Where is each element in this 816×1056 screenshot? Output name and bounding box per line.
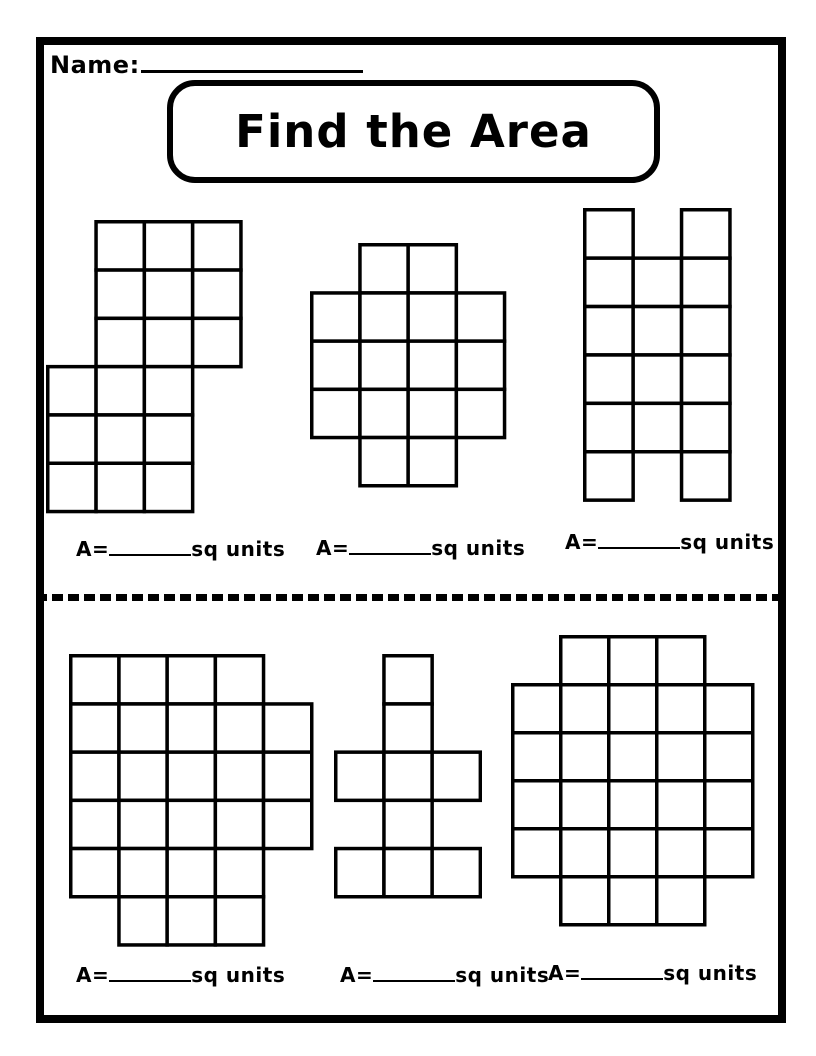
- unit-square: [96, 464, 144, 512]
- unit-square: [609, 733, 657, 781]
- answer-prefix: A=: [76, 963, 110, 987]
- unit-square: [657, 877, 705, 925]
- unit-square: [682, 210, 730, 258]
- answer-blank[interactable]: [598, 532, 680, 549]
- unit-square: [682, 355, 730, 403]
- unit-square: [513, 685, 561, 733]
- unit-square: [145, 270, 193, 318]
- unit-square: [609, 637, 657, 685]
- unit-square: [167, 897, 215, 945]
- unit-square: [585, 355, 633, 403]
- answer-blank[interactable]: [349, 538, 431, 555]
- answer-prefix: A=: [548, 961, 582, 985]
- answer-prefix: A=: [316, 536, 350, 560]
- unit-square: [657, 733, 705, 781]
- unit-square: [167, 801, 215, 849]
- unit-square: [48, 415, 96, 463]
- unit-square: [457, 390, 505, 438]
- answer-label-3: [565, 530, 774, 554]
- answer-label-5: [340, 963, 549, 987]
- unit-square: [360, 438, 408, 486]
- unit-square: [71, 752, 119, 800]
- unit-square: [119, 656, 167, 704]
- answer-blank[interactable]: [109, 965, 191, 982]
- unit-square: [633, 258, 681, 306]
- unit-square: [360, 293, 408, 341]
- unit-square: [457, 341, 505, 389]
- unit-square: [408, 390, 456, 438]
- unit-square: [609, 829, 657, 877]
- unit-square: [585, 307, 633, 355]
- answer-blank[interactable]: [581, 963, 663, 980]
- answer-prefix: A=: [76, 537, 110, 561]
- unit-square: [561, 781, 609, 829]
- unit-square: [119, 897, 167, 945]
- unit-square: [312, 293, 360, 341]
- grid-shape-2: [310, 243, 506, 492]
- unit-square: [145, 222, 193, 270]
- unit-square: [167, 704, 215, 752]
- answer-blank[interactable]: [373, 965, 455, 982]
- grid-shape-6: [511, 635, 755, 931]
- unit-square: [513, 733, 561, 781]
- unit-square: [216, 752, 264, 800]
- answer-suffix: sq units: [191, 537, 286, 561]
- unit-square: [561, 877, 609, 925]
- name-blank-line[interactable]: [141, 50, 363, 73]
- unit-square: [682, 307, 730, 355]
- unit-square: [167, 752, 215, 800]
- unit-square: [360, 390, 408, 438]
- unit-square: [336, 849, 384, 897]
- unit-square: [585, 210, 633, 258]
- dashed-divider: [36, 594, 786, 601]
- grid-shape-1: [46, 220, 243, 517]
- unit-square: [609, 877, 657, 925]
- unit-square: [264, 752, 312, 800]
- unit-square: [71, 849, 119, 897]
- unit-square: [145, 415, 193, 463]
- page-title: Find the Area: [235, 105, 592, 158]
- unit-square: [657, 829, 705, 877]
- unit-square: [384, 849, 432, 897]
- unit-square: [384, 801, 432, 849]
- answer-prefix: A=: [340, 963, 374, 987]
- unit-square: [96, 222, 144, 270]
- unit-square: [216, 801, 264, 849]
- unit-square: [384, 752, 432, 800]
- unit-square: [682, 404, 730, 452]
- unit-square: [119, 752, 167, 800]
- unit-square: [96, 270, 144, 318]
- unit-square: [682, 258, 730, 306]
- answer-suffix: sq units: [663, 961, 758, 985]
- unit-square: [96, 367, 144, 415]
- unit-square: [145, 464, 193, 512]
- unit-square: [561, 829, 609, 877]
- unit-square: [216, 704, 264, 752]
- unit-square: [384, 656, 432, 704]
- unit-square: [657, 781, 705, 829]
- name-label: Name:: [50, 51, 140, 79]
- unit-square: [457, 293, 505, 341]
- answer-label-6: [548, 961, 757, 985]
- answer-suffix: sq units: [455, 963, 550, 987]
- grid-shape-5: [334, 654, 482, 903]
- unit-square: [216, 849, 264, 897]
- unit-square: [408, 293, 456, 341]
- unit-square: [119, 801, 167, 849]
- unit-square: [432, 849, 480, 897]
- unit-square: [408, 245, 456, 293]
- grid-shape-3: [583, 208, 732, 506]
- unit-square: [71, 801, 119, 849]
- unit-square: [561, 685, 609, 733]
- unit-square: [264, 704, 312, 752]
- unit-square: [513, 781, 561, 829]
- unit-square: [48, 367, 96, 415]
- unit-square: [609, 685, 657, 733]
- unit-square: [96, 319, 144, 367]
- unit-square: [167, 656, 215, 704]
- unit-square: [408, 438, 456, 486]
- answer-prefix: A=: [565, 530, 599, 554]
- unit-square: [609, 781, 657, 829]
- unit-square: [145, 367, 193, 415]
- unit-square: [682, 452, 730, 500]
- answer-blank[interactable]: [109, 539, 191, 556]
- unit-square: [216, 897, 264, 945]
- unit-square: [119, 704, 167, 752]
- unit-square: [432, 752, 480, 800]
- unit-square: [71, 704, 119, 752]
- unit-square: [705, 781, 753, 829]
- unit-square: [193, 270, 241, 318]
- unit-square: [657, 685, 705, 733]
- unit-square: [705, 733, 753, 781]
- unit-square: [48, 464, 96, 512]
- unit-square: [513, 829, 561, 877]
- unit-square: [561, 637, 609, 685]
- answer-label-4: [76, 963, 285, 987]
- unit-square: [633, 355, 681, 403]
- title-box: [167, 80, 660, 183]
- unit-square: [585, 258, 633, 306]
- name-row: [50, 50, 363, 79]
- unit-square: [561, 733, 609, 781]
- answer-suffix: sq units: [680, 530, 775, 554]
- unit-square: [193, 319, 241, 367]
- unit-square: [167, 849, 215, 897]
- unit-square: [585, 452, 633, 500]
- unit-square: [633, 404, 681, 452]
- unit-square: [71, 656, 119, 704]
- answer-suffix: sq units: [191, 963, 286, 987]
- unit-square: [193, 222, 241, 270]
- grid-shape-4: [69, 654, 314, 951]
- unit-square: [96, 415, 144, 463]
- unit-square: [384, 704, 432, 752]
- unit-square: [312, 390, 360, 438]
- unit-square: [705, 685, 753, 733]
- unit-square: [408, 341, 456, 389]
- unit-square: [705, 829, 753, 877]
- answer-suffix: sq units: [431, 536, 526, 560]
- unit-square: [585, 404, 633, 452]
- answer-label-1: [76, 537, 285, 561]
- unit-square: [657, 637, 705, 685]
- unit-square: [633, 307, 681, 355]
- unit-square: [360, 245, 408, 293]
- unit-square: [145, 319, 193, 367]
- unit-square: [119, 849, 167, 897]
- unit-square: [336, 752, 384, 800]
- unit-square: [216, 656, 264, 704]
- unit-square: [312, 341, 360, 389]
- answer-label-2: [316, 536, 525, 560]
- unit-square: [360, 341, 408, 389]
- unit-square: [264, 801, 312, 849]
